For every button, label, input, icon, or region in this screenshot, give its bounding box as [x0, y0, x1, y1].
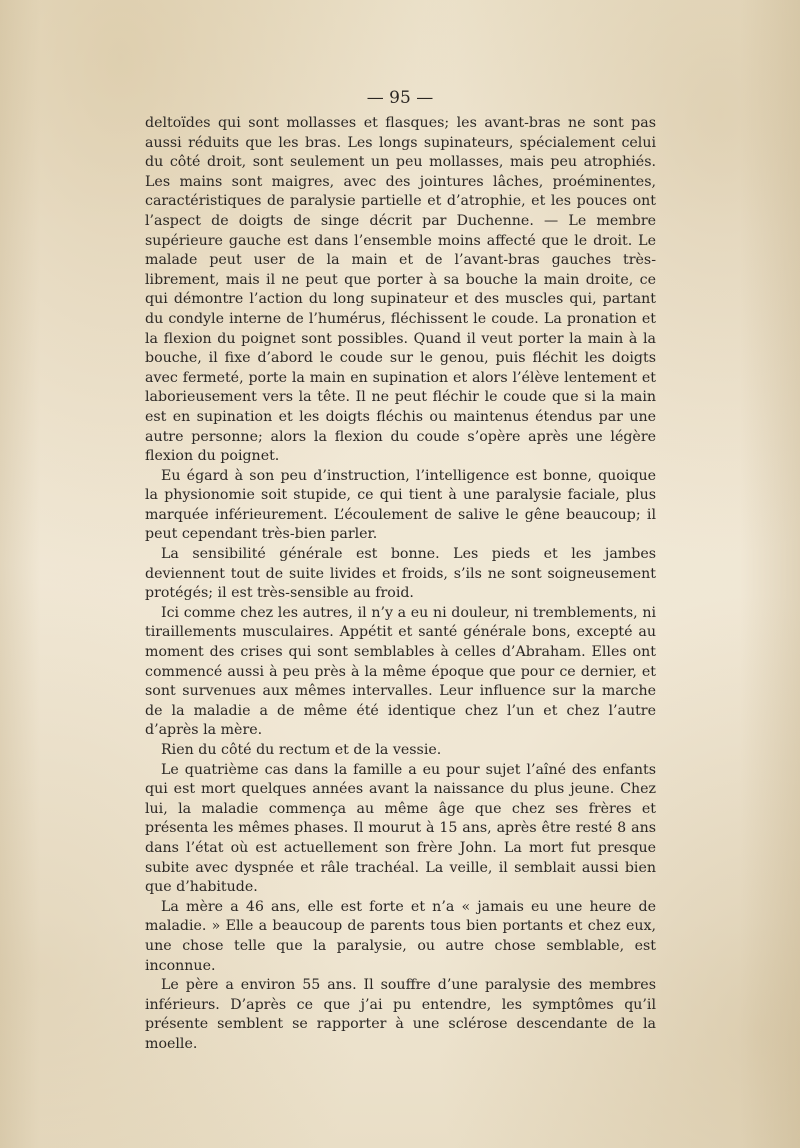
paragraph: Le père a environ 55 ans. Il souffre d’une paralysie des membres inférieurs. D’après ce que j’ai pu entendre, les symptômes qu’il présente semblent se rapporter à une sclérose descendante de la moelle. — [145, 977, 656, 1052]
paragraph: La mère a 46 ans, elle est forte et n’a « jamais eu une heure de maladie. » Elle a beaucoup de parents tous bien portants et chez eux, une chose telle que la paralysie, ou autre chose semblable, est inconnue. — [145, 898, 656, 974]
page-edge-shadow-right — [740, 0, 800, 1148]
body-text — [145, 114, 656, 1055]
paragraph: Eu égard à son peu d’instruction, l’intelligence est bonne, quoique la physionomie soit stupide, ce qui tient à une paralysie faciale, plus marquée inférieurement. L’écoulement de salive le gêne beaucoup; il peut cependant très-bien parler. — [145, 467, 656, 543]
paragraph: Le quatrième cas dans la famille a eu pour sujet l’aîné des enfants qui est mort quelques années avant la naissance du plus jeune. Chez lui, la maladie commença au même âge que chez ses frères et présenta les mêmes phases. Il mourut à 15 ans, après être resté 8 ans dans l’état où est actuellement son frère John. La mort fut presque subite avec dyspnée et râle trachéal. La veille, il semblait aussi bien que d’habitude. — [145, 761, 656, 896]
page-edge-shadow-left — [0, 0, 40, 1148]
paragraph: deltoïdes qui sont mollasses et flasques; les avant-bras ne sont pas aussi réduits que les bras. Les longs supinateurs, spécialement celui du côté droit, sont seulement un peu mollasses, mais peu atrophiés. Les mains sont maigres, avec des jointures lâches, proéminentes, caractéristiques de paralysie partielle et d’atrophie, et les pouces ont l’aspect de doigts de singe décrit par Duchenne. — Le membre supérieure gauche est dans l’ensemble moins affecté que le droit. Le malade peut user de la main et de l’avant-bras gauches très-librement, mais il ne peut que porter à sa bouche la main droite, ce qui démontre l’action du long supinateur et des muscles qui, partant du condyle interne de l’humérus, fléchissent le coude. La pronation et la flexion du poignet sont possibles. Quand il veut porter la main à la bouche, il fixe d’abord le coude sur le genou, puis fléchit les doigts avec fermeté, porte la main en supination et alors l’élève lentement et laborieusement vers la tête. Il ne peut fléchir le coude que si la main est en supination et les doigts fléchis ou maintenus étendus par une autre personne; alors la flexion du coude s’opère après une légère flexion du poignet. — [145, 115, 656, 465]
page-number: — 95 — — [366, 88, 434, 108]
paragraph: Ici comme chez les autres, il n’y a eu ni douleur, ni tremblements, ni tiraillements musculaires. Appétit et santé générale bons, excepté au moment des crises qui sont semblables à celles d’Abraham. Elles ont commencé aussi à peu près à la même époque que pour ce dernier, et sont survenues aux mêmes intervalles. Leur influence sur la marche de la maladie a de même été identique chez l’un et chez l’autre d’après la mère. — [145, 604, 656, 739]
paragraph: Rien du côté du rectum et de la vessie. — [161, 742, 442, 758]
paragraph: La sensibilité générale est bonne. Les pieds et les jambes deviennent tout de suite livides et froids, s’ils ne sont soigneusement protégés; il est très-sensible au froid. — [145, 546, 656, 602]
